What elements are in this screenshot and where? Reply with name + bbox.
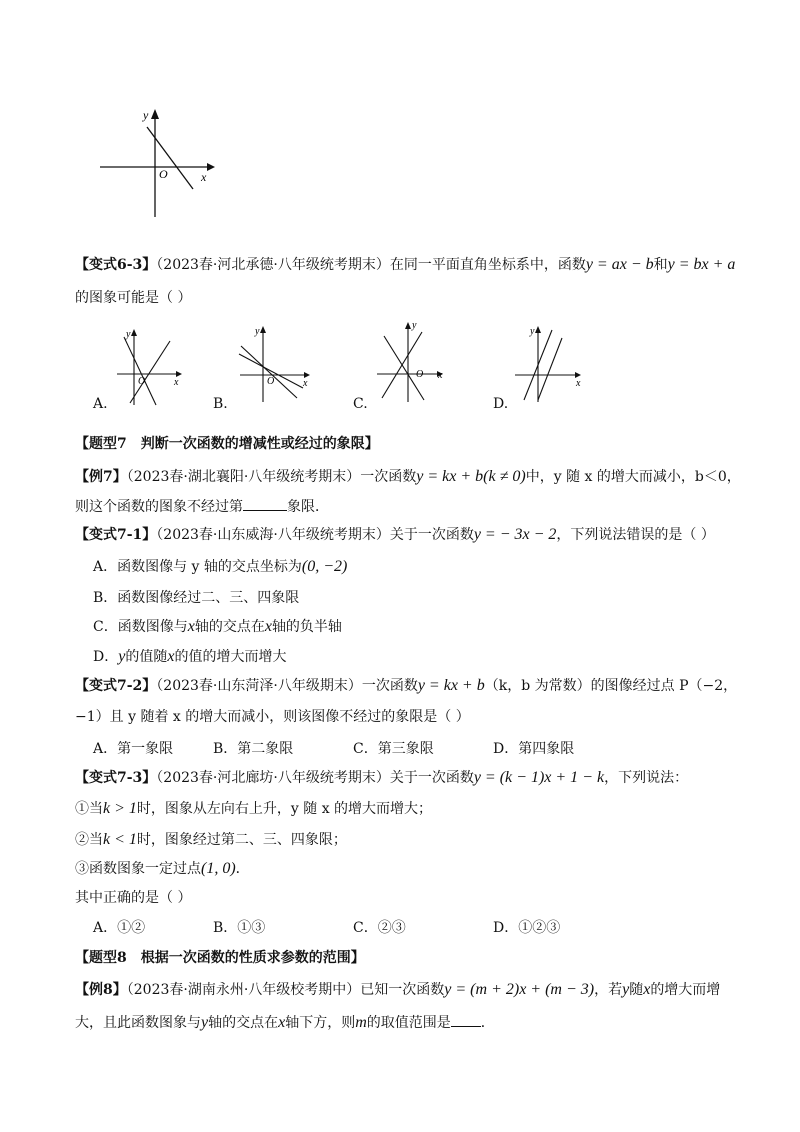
q63-option-c: C. xyxy=(353,396,368,412)
svg-text:x: x xyxy=(438,370,443,381)
function-line xyxy=(147,127,193,189)
q73-option-d: D．①②③ xyxy=(493,920,561,936)
q72-option-b: B．第二象限 xyxy=(213,741,294,757)
ex7-line2: 则这个函数的图象不经过第 象限． xyxy=(75,496,329,517)
ex8-line1: 【例8】（2023春·湖南永州·八年级校考期中）已知一次函数y = (m + 2)x + (m − 3)，若y随x的增大而增 xyxy=(75,981,721,998)
q71-option-c: C．函数图像与x轴的交点在x轴的负半轴 xyxy=(93,618,342,635)
ex7-tag: 【例7】 xyxy=(75,469,127,485)
q63-option-b: B. xyxy=(213,396,228,412)
q63-source: （2023春·河北承德·八年级统考期末） xyxy=(156,257,390,273)
q71-option-a: A．函数图像与 y 轴的交点坐标为(0, −2) xyxy=(93,558,348,575)
q72-option-c: C．第三象限 xyxy=(353,741,434,757)
q72-line2: −1）且 y 随着 x 的增大而减小，则该图像不经过的象限是（ ） xyxy=(75,709,470,725)
q63-option-d: D. xyxy=(493,396,509,412)
q63-tag: 【变式6-3】 xyxy=(75,257,157,273)
svg-text:x: x xyxy=(174,377,179,388)
q71-option-d: D．y的值随x的值的增大而增大 xyxy=(93,648,287,665)
q73-statement-2: ②当k < 1时，图象经过第二、三、四象限； xyxy=(75,831,347,848)
ex8-line2: 大，且此函数图象与y轴的交点在x轴下方，则m的取值范围是 ． xyxy=(75,1014,495,1031)
q72-formula: y = kx + b xyxy=(417,677,485,694)
q73-line1: 【变式7-3】（2023春·河北廊坊·八年级统考期末）关于一次函数y = (k − 1)x + 1 − k，下列说法： xyxy=(75,769,689,786)
ex7-line1: 【例7】（2023春·湖北襄阳·八年级统考期末）一次函数y = kx + b(k ≠ 0)中，y 随 x 的增大而减小，b＜0， xyxy=(75,468,741,485)
q73-ask: 其中正确的是（ ） xyxy=(75,890,192,906)
svg-text:O: O xyxy=(138,376,146,387)
q73-statement-3: ③函数图象一定过点(1, 0)． xyxy=(75,860,250,877)
q63-text1: 在同一平面直角坐标系中，函数 xyxy=(389,257,586,273)
ex8-answer-blank[interactable] xyxy=(451,1012,481,1027)
q63-line1 xyxy=(75,255,735,275)
svg-text:y: y xyxy=(255,326,260,337)
q72-line1: 【变式7-2】（2023春·山东菏泽·八年级期末）一次函数y = kx + b（k，b 为常数）的图像经过点 P（−2， xyxy=(75,677,738,694)
ex7-answer-blank[interactable] xyxy=(243,496,287,511)
q71-formula: y = − 3x − 2 xyxy=(473,526,557,543)
ex8-tag: 【例8】 xyxy=(75,982,127,998)
q72-option-a: A．第一象限 xyxy=(93,741,174,757)
svg-text:x: x xyxy=(576,378,581,389)
ex7-source: （2023春·湖北襄阳·八年级统考期末） xyxy=(126,469,361,485)
svg-text:y: y xyxy=(412,320,417,331)
q72-option-d: D．第四象限 xyxy=(493,741,575,757)
y-axis-arrow-icon xyxy=(151,109,159,119)
q73-option-b: B．①③ xyxy=(213,920,266,936)
q73-option-a: A．①② xyxy=(93,920,146,936)
q71-option-b: B．函数图像经过二、三、四象限 xyxy=(93,590,300,606)
svg-text:x: x xyxy=(303,378,308,389)
origin-label: O xyxy=(159,167,168,181)
svg-text:y: y xyxy=(530,326,535,337)
q71-line1: 【变式7-1】（2023春·山东威海·八年级统考期末）关于一次函数y = − 3x − 2，下列说法错误的是（ ） xyxy=(75,526,715,543)
q63-formula1: y = ax − b xyxy=(585,256,654,273)
q63-and: 和 xyxy=(653,257,668,273)
y-axis-label: y xyxy=(143,108,149,122)
ex8-formula: y = (m + 2)x + (m − 3) xyxy=(444,981,595,998)
q63-line2: 的图象可能是（ ） xyxy=(75,290,192,306)
q63-graph-d xyxy=(510,322,590,404)
q73-option-c: C．②③ xyxy=(353,920,406,936)
ex7-formula: y = kx + b(k ≠ 0) xyxy=(416,468,526,485)
q73-formula: y = (k − 1)x + 1 − k xyxy=(473,769,605,786)
q63-formula2: y = bx + a xyxy=(667,256,736,273)
svg-text:O: O xyxy=(267,376,275,387)
q63-option-a: A. xyxy=(93,396,108,412)
x-axis-arrow-icon xyxy=(207,163,215,171)
svg-text:y: y xyxy=(126,329,131,340)
top-coordinate-graph xyxy=(95,105,225,225)
q73-statement-1: ①当k > 1时，图象从左向右上升，y 随 x 的增大而增大； xyxy=(75,800,433,817)
q71-tag: 【变式7-1】 xyxy=(75,527,157,543)
q72-tag: 【变式7-2】 xyxy=(75,678,157,694)
x-axis-label: x xyxy=(201,170,207,184)
q73-tag: 【变式7-3】 xyxy=(75,770,157,786)
q63-graph-a xyxy=(112,325,192,407)
q63-graph-b xyxy=(235,322,320,404)
type8-header: 【题型8 根据一次函数的性质求参数的范围】 xyxy=(75,950,365,966)
type7-header: 【题型7 判断一次函数的增减性或经过的象限】 xyxy=(75,436,379,452)
svg-text:O: O xyxy=(416,369,424,380)
q63-graph-c xyxy=(372,318,452,404)
